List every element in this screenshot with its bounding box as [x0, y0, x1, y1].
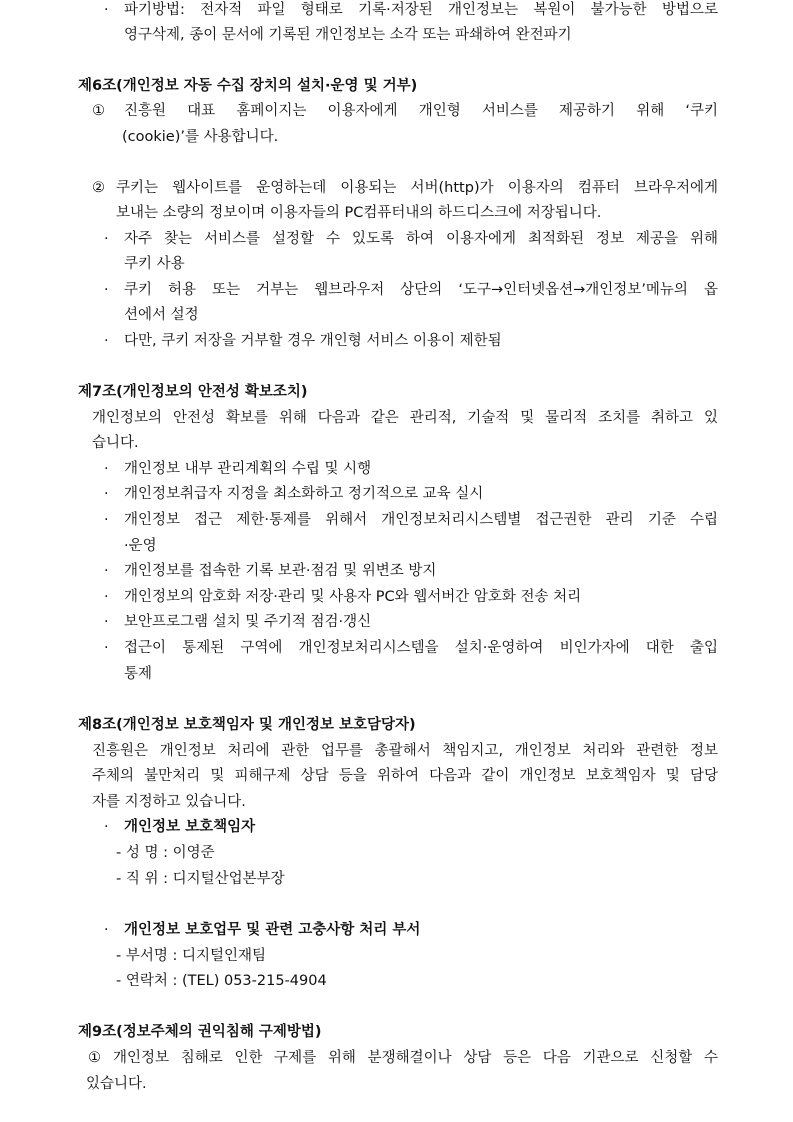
article-7-bullet3-line1: 개인정보 접근 제한·통제를 위해서 개인정보처리시스템별 접근권한 관리 기준 수립	[124, 512, 718, 528]
privacy-dept-name: - 부서명 : 디지털인재팀	[116, 948, 267, 964]
article-6-bullet2-line2: 션에서 설정	[124, 307, 199, 323]
item-marker: ①	[88, 1050, 101, 1066]
privacy-dept-heading: 개인정보 보호업무 및 관련 고충사항 처리 부서	[124, 922, 421, 938]
article-6-bullet2-line1: 쿠키 허용 또는 거부는 웹브라우저 상단의 ‘도구→인터넷옵션→개인정보’메뉴의 옵	[124, 282, 718, 298]
bullet-marker: ·	[104, 486, 109, 502]
bullet-marker: ·	[104, 640, 109, 656]
article-9-title: 제9조(정보주체의 권익침해 구제방법)	[78, 1024, 322, 1040]
article-8-intro-line1: 진흥원은 개인정보 처리에 관한 업무를 총괄해서 책임지고, 개인정보 처리와 관련한 정보	[92, 743, 718, 759]
article-7-bullet1: 개인정보 내부 관리계획의 수립 및 시행	[124, 461, 372, 477]
article-6-item2-line2: 보내는 소량의 정보이며 이용자들의 PC컴퓨터내의 하드디스크에 저장됩니다.	[116, 205, 602, 221]
item-marker: ①	[92, 103, 105, 119]
article-7-title: 제7조(개인정보의 안전성 확보조치)	[78, 384, 308, 400]
article-8-intro-line2: 주체의 불만처리 및 피해구제 상담 등을 위하여 다음과 같이 개인정보 보호책임자 및 담당	[92, 768, 718, 784]
bullet-marker: ·	[104, 231, 109, 247]
bullet-marker: ·	[104, 614, 109, 630]
bullet-marker: ·	[104, 589, 109, 605]
privacy-officer-heading: 개인정보 보호책임자	[124, 819, 256, 835]
destruction-method-line2: 영구삭제, 종이 문서에 기록된 개인정보는 소각 또는 파쇄하여 완전파기	[124, 27, 572, 43]
article-7-bullet7-line2: 통제	[124, 666, 153, 682]
article-6-title: 제6조(개인정보 자동 수집 장치의 설치·운영 및 거부)	[78, 78, 418, 94]
article-6-bullet1-line1: 자주 찾는 서비스를 설정할 수 있도록 하여 이용자에게 최적화된 정보 제공을 위해	[124, 231, 718, 247]
privacy-officer-name: - 성 명 : 이영준	[116, 845, 215, 861]
article-6-bullet1-line2: 쿠키 사용	[124, 256, 185, 272]
article-7-intro-line1: 개인정보의 안전성 확보를 위해 다음과 같은 관리적, 기술적 및 물리적 조치를 취하고 있	[92, 410, 718, 426]
item-marker: ②	[92, 180, 105, 196]
article-6-item1-line1: 진흥원 대표 홈페이지는 이용자에게 개인형 서비스를 제공하기 위해 ‘쿠키	[124, 103, 718, 119]
article-7-bullet3-line2: ·운영	[124, 538, 157, 554]
article-7-intro-line2: 습니다.	[92, 435, 139, 451]
privacy-officer-position: - 직 위 : 디지털산업본부장	[116, 871, 285, 887]
bullet-marker: ·	[104, 461, 109, 477]
bullet-marker: ·	[104, 2, 109, 18]
bullet-marker: ·	[104, 333, 109, 349]
privacy-dept-contact: - 연락처 : (TEL) 053-215-4904	[116, 973, 327, 989]
article-7-bullet2: 개인정보취급자 지정을 최소화하고 정기적으로 교육 실시	[124, 486, 484, 502]
article-6-bullet3-line1: 다만, 쿠키 저장을 거부할 경우 개인형 서비스 이용이 제한됨	[124, 333, 502, 349]
destruction-method-line1: 파기방법: 전자적 파일 형태로 기록·저장된 개인정보는 복원이 불가능한 방법으로	[124, 2, 718, 18]
article-6-item2-line1: 쿠키는 웹사이트를 운영하는데 이용되는 서버(http)가 이용자의 컴퓨터 브라우저에게	[116, 180, 718, 196]
bullet-marker: ·	[104, 922, 109, 938]
article-6-item1-line2: (cookie)’를 사용합니다.	[122, 129, 279, 145]
article-9-item1-line2: 있습니다.	[86, 1076, 147, 1092]
article-7-bullet4: 개인정보를 접속한 기록 보관·점검 및 위변조 방지	[124, 563, 437, 579]
article-8-intro-line3: 자를 지정하고 있습니다.	[92, 794, 246, 810]
article-7-bullet5: 개인정보의 암호화 저장·관리 및 사용자 PC와 웹서버간 암호화 전송 처리	[124, 589, 582, 605]
bullet-marker: ·	[104, 819, 109, 835]
bullet-marker: ·	[104, 512, 109, 528]
bullet-marker: ·	[104, 282, 109, 298]
article-8-title: 제8조(개인정보 보호책임자 및 개인정보 보호담당자)	[78, 717, 416, 733]
bullet-marker: ·	[104, 563, 109, 579]
article-7-bullet7-line1: 접근이 통제된 구역에 개인정보처리시스템을 설치·운영하여 비인가자에 대한 출입	[124, 640, 718, 656]
article-9-item1-line1: 개인정보 침해로 인한 구제를 위해 분쟁해결이나 상담 등은 다음 기관으로 신청할 수	[113, 1050, 718, 1066]
article-7-bullet6: 보안프로그램 설치 및 주기적 점검·갱신	[124, 614, 372, 630]
